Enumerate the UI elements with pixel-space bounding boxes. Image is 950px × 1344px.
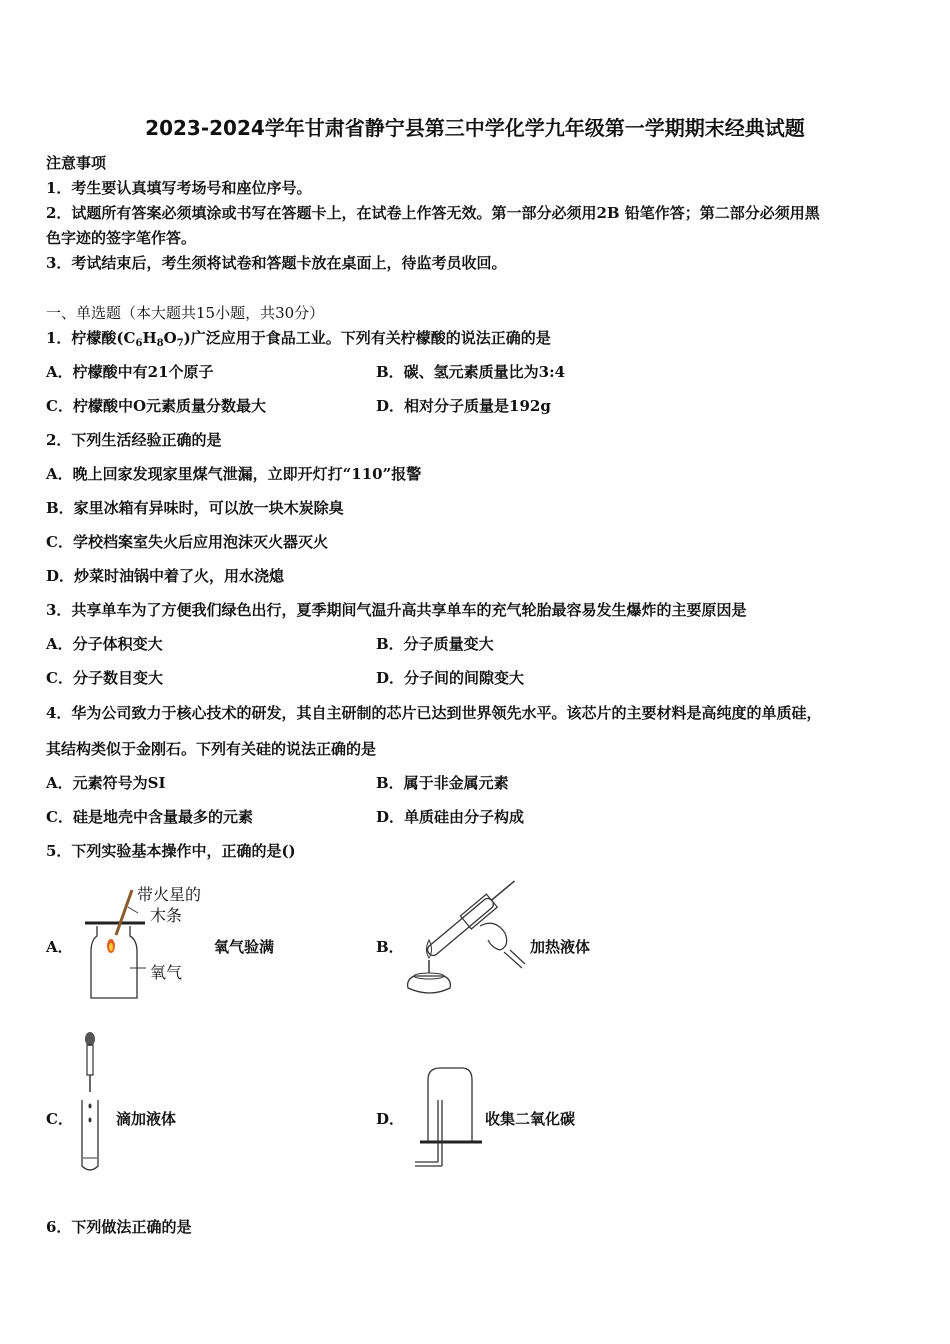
option-c: C．分子数目变大 [46, 669, 163, 687]
option-b: B．属于非金属元素 [376, 774, 509, 792]
question-1-stem: 1．柠檬酸$(C_6H_8O_7)$广泛应用于食品工业。下列有关柠檬酸的说法正确的是 [46, 329, 551, 349]
option-d: D．分子间的间隙变大 [376, 669, 525, 687]
question-4-stem: 4．华为公司致力于核心技术的研发，其自主研制的芯片已达到世界领先水平。该芯片的主要材料是高纯度的单质硅， [46, 704, 822, 722]
option-a: A．分子体积变大 [46, 635, 163, 653]
option-d-letter: D． [376, 1110, 405, 1128]
page-title: 2023-2024学年甘肃省静宁县第三中学化学九年级第一学期期末经典试题 [145, 116, 805, 140]
question-2-stem: 2．下列生活经验正确的是 [46, 431, 222, 449]
question-4-stem-cont: 其结构类似于金刚石。下列有关硅的说法正确的是 [46, 740, 377, 758]
option-c: C．学校档案室失火后应用泡沫灭火器灭火 [46, 533, 328, 551]
option-b-letter: B． [376, 938, 404, 956]
option-c-caption: 滴加液体 [116, 1110, 177, 1128]
option-b: B．碳、氢元素质量比为3:4 [376, 363, 566, 381]
option-d: D．炒菜时油锅中着了火，用水浇熄 [46, 567, 285, 585]
option-d: D．单质硅由分子构成 [376, 808, 525, 826]
notice-item: 色字迹的签字笔作答。 [46, 229, 197, 247]
question-5-stem: 5．下列实验基本操作中，正确的是() [46, 842, 296, 860]
section-heading: 一、单选题（本大题共15小题，共30分） [46, 304, 325, 322]
notice-item: 1．考生要认真填写考场号和座位序号。 [46, 179, 312, 197]
option-c: C．硅是地壳中含量最多的元素 [46, 808, 253, 826]
notice-item: 2．试题所有答案必须填涂或书写在答题卡上，在试卷上作答无效。第一部分必须用2B 铅笔作答；第二部分必须用黑 [46, 204, 820, 222]
option-d-caption: 收集二氧化碳 [485, 1110, 576, 1128]
option-b-caption: 加热液体 [530, 938, 591, 956]
dropper-figure [74, 1030, 114, 1175]
option-b: B．家里冰箱有异味时，可以放一块木炭除臭 [46, 499, 344, 517]
question-3-stem: 3．共享单车为了方便我们绿色出行，夏季期间气温升高共享单车的充气轮胎最容易发生爆炸的主要原因是 [46, 601, 747, 619]
gas-collection-figure [410, 1060, 490, 1170]
option-a-letter: A． [46, 938, 73, 956]
option-a: A．元素符号为SI [46, 774, 166, 792]
figure-label: 木条 [150, 906, 183, 925]
option-a: A．柠檬酸中有21个原子 [46, 363, 214, 381]
question-6-stem: 6．下列做法正确的是 [46, 1218, 192, 1236]
option-a-caption: 氧气验满 [214, 938, 275, 956]
figure-label: 带火星的 [137, 885, 202, 904]
option-b: B．分子质量变大 [376, 635, 494, 653]
heating-liquid-figure [400, 888, 530, 1008]
option-d: D．相对分子质量是192g [376, 397, 551, 415]
notice-item: 3．考试结束后，考生须将试卷和答题卡放在桌面上，待监考员收回。 [46, 254, 507, 272]
option-c: C．柠檬酸中O元素质量分数最大 [46, 397, 267, 415]
notice-heading: 注意事项 [46, 154, 107, 172]
figure-label: 氧气 [150, 963, 183, 982]
option-c-letter: C． [46, 1110, 73, 1128]
option-a: A．晚上回家发现家里煤气泄漏，立即开灯打“110”报警 [46, 465, 422, 483]
